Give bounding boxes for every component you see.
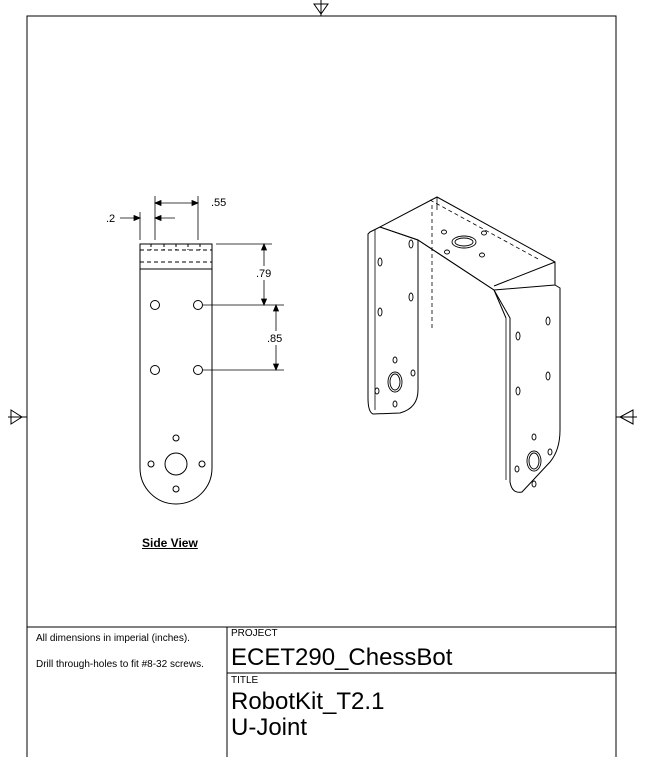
title-label: TITLE [231, 675, 259, 686]
note-imperial: All dimensions in imperial (inches). [36, 633, 190, 644]
dimension-label-55: .55 [211, 197, 227, 209]
servo-screw-hole [173, 486, 179, 492]
mount-hole [151, 301, 160, 310]
dimension-label-79: .79 [256, 268, 272, 280]
dimension-lines-horizontal [120, 196, 198, 240]
top-center-marker [314, 0, 328, 16]
servo-screw-hole [199, 461, 205, 467]
dimension-lines-vertical [203, 244, 284, 370]
side-view-part [140, 244, 212, 504]
mount-hole [151, 366, 160, 375]
project-label: PROJECT [231, 628, 278, 639]
dimension-label-2: .2 [106, 213, 116, 225]
mount-hole [194, 301, 203, 310]
servo-screw-hole [173, 435, 179, 441]
project-name: ECET290_ChessBot [231, 644, 453, 671]
note-drill: Drill through-holes to fit #8-32 screws. [36, 659, 204, 670]
right-center-marker [616, 410, 637, 424]
pivot-hole [165, 453, 187, 475]
isometric-holes [375, 230, 552, 487]
dimension-label-85: .85 [267, 333, 283, 345]
title-line-2: U-Joint [231, 714, 308, 741]
isometric-u-joint [368, 197, 560, 492]
mount-hole [194, 366, 203, 375]
left-center-marker [8, 410, 27, 424]
title-line-1: RobotKit_T2.1 [231, 688, 385, 715]
side-view-holes [148, 301, 205, 493]
side-view-caption: Side View [142, 536, 198, 550]
servo-screw-hole [148, 461, 154, 467]
